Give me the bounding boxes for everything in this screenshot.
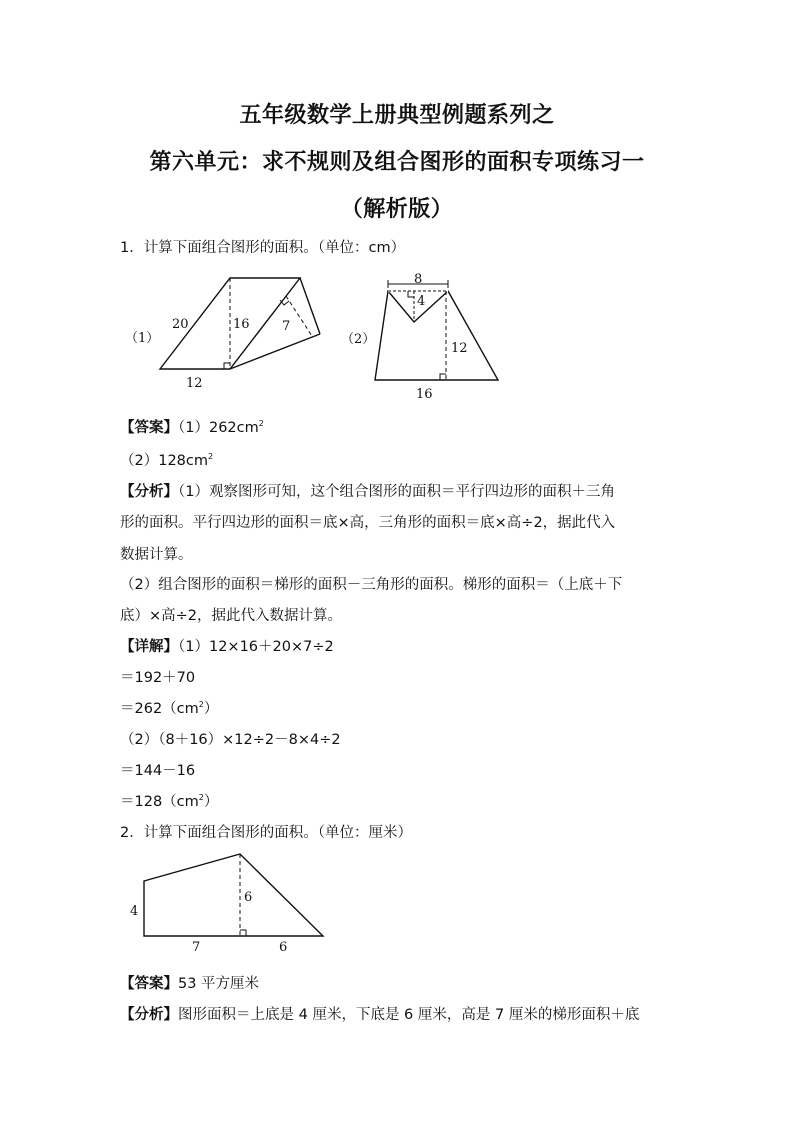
answer-label: 【答案】 [120, 420, 178, 436]
label-12: 12 [186, 376, 203, 391]
q1-detail-4: （2）（8＋16）×12÷2－8×4÷2 [120, 732, 341, 748]
q1-stem: 1．计算下面组合图形的面积。（单位：cm） [120, 240, 406, 256]
right-angle-mark [240, 930, 246, 936]
answer-text: 53 平方厘米 [178, 976, 260, 992]
answer-2-text: （2）128cm [120, 453, 208, 469]
q1-answer-2 [120, 449, 213, 470]
label-12: 12 [451, 341, 468, 356]
q2-analysis [120, 1003, 639, 1024]
q1-analysis-2a: （2）组合图形的面积＝梯形的面积－三角形的面积。梯形的面积＝（上底＋下 [120, 577, 623, 593]
detail-text: （1）12×16＋20×7÷2 [178, 639, 334, 655]
triangle-side [300, 278, 320, 334]
q1-detail-2: ＝192＋70 [120, 670, 196, 686]
title-line-3: （解析版） [340, 197, 454, 222]
q1-analysis-1a [120, 480, 615, 501]
q2-figure [122, 846, 332, 958]
right-angle-mark [440, 374, 446, 380]
q2-stem: 2．计算下面组合图形的面积。（单位：厘米） [120, 825, 412, 841]
superscript: 2 [208, 452, 214, 462]
q1-analysis-1c: 数据计算。 [120, 547, 193, 563]
q1-analysis-2b: 底）×高÷2，据此代入数据计算。 [120, 608, 343, 624]
q2-answer [120, 972, 259, 993]
q1-figure-2 [338, 270, 513, 402]
fig2-tag: （2） [341, 332, 376, 347]
analysis-text: （1）观察图形可知，这个组合图形的面积＝平行四边形的面积＋三角 [178, 484, 615, 500]
right-angle-mark [224, 363, 230, 369]
analysis-label: 【分析】 [120, 484, 178, 500]
label-16: 16 [416, 387, 433, 402]
detail-label: 【详解】 [120, 639, 178, 655]
superscript: 2 [198, 793, 204, 803]
analysis-label: 【分析】 [120, 1007, 178, 1023]
q1-detail-5: ＝144－16 [120, 763, 196, 779]
close-paren: ） [203, 701, 219, 717]
detail-text: ＝128（cm [120, 794, 199, 810]
label-7: 7 [282, 319, 291, 334]
title-line-2: 第六单元：求不规则及组合图形的面积专项练习一 [149, 150, 645, 175]
q1-detail-3 [120, 697, 218, 718]
q1-detail-1 [120, 635, 334, 656]
answer-label: 【答案】 [120, 976, 178, 992]
label-6: 6 [244, 890, 253, 905]
q1-figure-1 [120, 268, 335, 393]
superscript: 2 [258, 419, 264, 429]
fig1-tag: （1） [125, 331, 160, 346]
detail-text: ＝262（cm [120, 701, 199, 717]
q1-answer-1 [120, 416, 264, 437]
q1-detail-6 [120, 790, 218, 811]
label-4: 4 [417, 294, 426, 309]
analysis-text: 图形面积＝上底是 4 厘米，下底是 6 厘米，高是 7 厘米的梯形面积＋底 [178, 1007, 640, 1023]
combined-shape [144, 854, 323, 936]
title-line-1: 五年级数学上册典型例题系列之 [239, 103, 555, 128]
superscript: 2 [198, 700, 204, 710]
label-20: 20 [172, 317, 189, 332]
label-8: 8 [414, 272, 423, 287]
q1-analysis-1b: 形的面积。平行四边形的面积＝底×高，三角形的面积＝底×高÷2，据此代入 [120, 515, 616, 531]
label-7: 7 [192, 940, 201, 955]
label-16: 16 [233, 317, 250, 332]
close-paren: ） [203, 794, 219, 810]
answer-1-text: （1）262cm [178, 420, 259, 436]
label-6-bottom: 6 [279, 940, 288, 955]
label-4: 4 [130, 904, 139, 919]
trapezoid-shape [375, 291, 498, 380]
